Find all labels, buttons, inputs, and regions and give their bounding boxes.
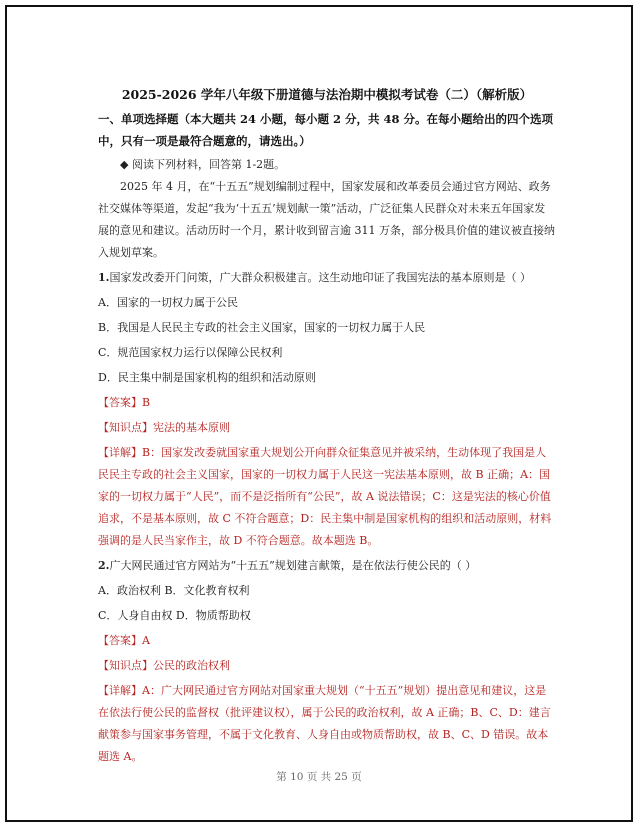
- q1-option-c: C．规范国家权力运行以保障公民权利: [98, 346, 283, 359]
- page-footer: 第 10 页 共 25 页: [276, 771, 362, 783]
- reading-instruction: ◆ 阅读下列材料，回答第 1-2题。: [120, 158, 286, 171]
- q1-option-a: A．国家的一切权力属于公民: [98, 296, 238, 309]
- q1-answer: 【答案】B: [98, 396, 151, 409]
- q2-explanation: 【详解】A：广大网民通过官方网站对国家重大规划（“十五五”规划）提出意见和建议，这是在依法行使公民的监督权（批评建议权），属于公民的政治权利，故 A 正确；B、C、D：建言献策参与国家事务管理，不属于文化教育、人身自由或物质帮助权，故 B、C、D 错误。故本题选 A。: [98, 684, 551, 763]
- q1-option-d: D．民主集中制是国家机构的组织和活动原则: [98, 371, 316, 384]
- q2-answer: 【答案】A: [98, 634, 150, 647]
- question-1: [98, 267, 556, 552]
- question-2: [98, 555, 556, 768]
- question-2-number: 2.: [98, 559, 110, 572]
- page-content: [98, 85, 556, 768]
- question-1-stem: 国家发改委开门问策，广大群众积极建言。这生动地印证了我国宪法的基本原则是（ ）: [109, 271, 531, 284]
- document-page: [5, 5, 633, 822]
- q2-knowledge-point: 【知识点】公民的政治权利: [98, 659, 230, 672]
- q1-option-b: B．我国是人民民主专政的社会主义国家，国家的一切权力属于人民: [98, 321, 426, 334]
- question-2-stem: 广大网民通过官方网站为“十五五”规划建言献策，是在依法行使公民的（ ）: [109, 559, 477, 572]
- q1-explanation: 【详解】B：国家发改委就国家重大规划公开向群众征集意见并被采纳，生动体现了我国是人民民主专政的社会主义国家，国家的一切权力属于人民这一宪法基本原则，故 B 正确；A：国家的一切权力属于“人民”，而不是泛指所有“公民”，故 A 说法错误；C：这是宪法的核心价值追求，不是基本原则，故 C 不符合题意；D：民主集中制是国家机构的组织和活动原则，材料强调的是人民当家作主，故 D 不符合题意。故本题选 B。: [98, 446, 552, 547]
- q2-options-cd: C．人身自由权 D．物质帮助权: [98, 609, 251, 622]
- section-heading: 一、单项选择题（本大题共 24 小题，每小题 2 分，共 48 分。在每小题给出的四个选项中，只有一项是最符合题意的，请选出。）: [98, 112, 554, 148]
- exam-title: 2025-2026 学年八年级下册道德与法治期中模拟考试卷（二）（解析版）: [121, 87, 533, 102]
- q1-knowledge-point: 【知识点】宪法的基本原则: [98, 421, 230, 434]
- material-paragraph: 2025 年 4 月，在“十五五”规划编制过程中，国家发展和改革委员会通过官方网站、政务社交媒体等渠道，发起“我为‘十五五’规划献一策”活动，广泛征集人民群众对未来五年国家发展的意见和建议。活动历时一个月，累计收到留言逾 311 万条，部分极具价值的建议被直接纳入规划草案。: [98, 180, 555, 259]
- question-1-number: 1.: [98, 271, 110, 284]
- q2-options-ab: A．政治权利 B．文化教育权利: [98, 584, 250, 597]
